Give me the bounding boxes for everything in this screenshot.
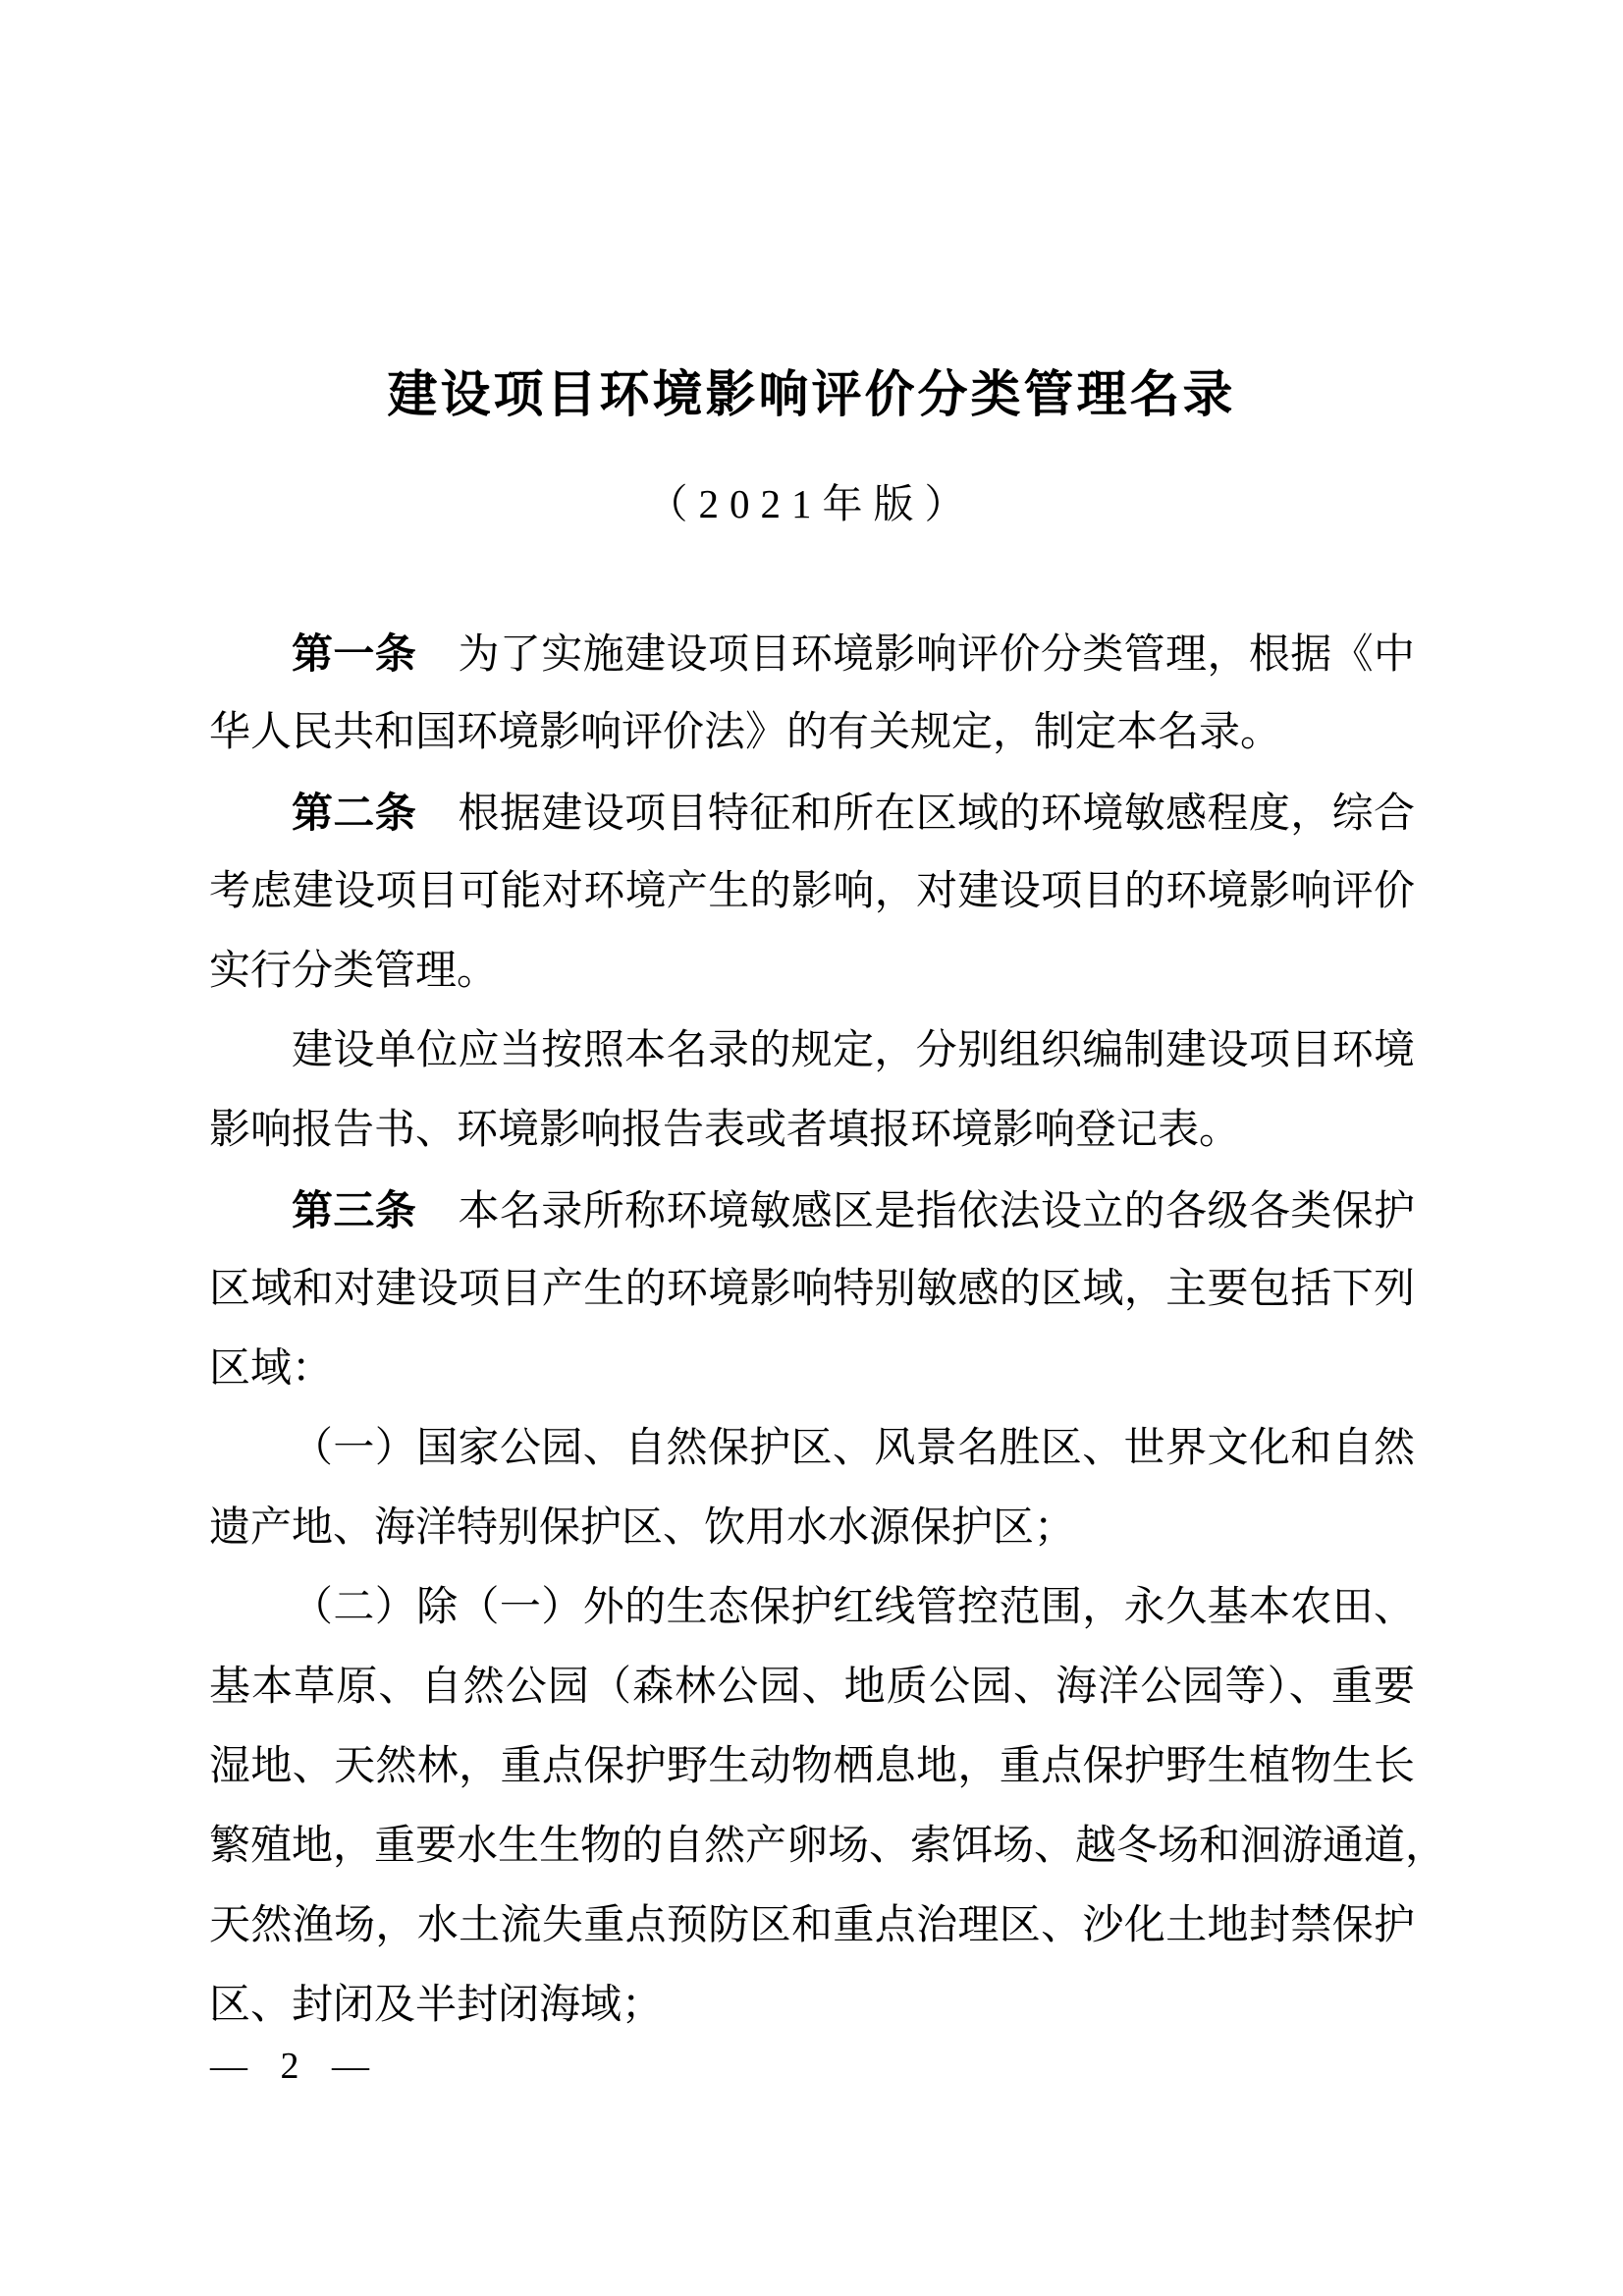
text-line [209,693,1415,773]
text-line [209,852,1415,932]
article-number: 第三条 [292,1187,417,1233]
article-number: 第一条 [292,630,417,677]
text-run: 建设单位应当按照本名录的规定，分别组织编制建设项目环境 [292,1028,1415,1073]
text-run: （一）国家公园、自然保护区、风景名胜区、世界文化和自然 [292,1426,1415,1471]
text-run: 湿地、天然林，重点保护野生动物栖息地，重点保护野生植物生长 [209,1744,1415,1789]
article-number: 第二条 [292,790,417,836]
text-line [209,1727,1415,1807]
text-run: 为了实施建设项目环境影响评价分类管理，根据《中 [416,632,1415,678]
text-line [209,1171,1415,1250]
text-run: 遗产地、海洋特别保护区、饮用水水源保护区； [209,1505,1076,1551]
document-title: 建设项目环境影响评价分类管理名录 [387,366,1236,422]
text-run: （二）除（一）外的生态保护红线管控范围，永久基本农田、 [292,1585,1415,1630]
document-body [209,614,1447,2046]
text-run: 区、封闭及半封闭海域； [209,1983,664,2028]
text-line [209,1966,1415,2046]
text-run: 影响报告书、环境影响报告表或者填报环境影响登记表。 [209,1108,1241,1153]
text-line [209,614,1415,693]
text-line [209,1568,1415,1648]
text-line [209,1648,1415,1727]
text-run: 实行分类管理。 [209,949,499,994]
text-run: 基本草原、自然公园（森林公园、地质公园、海洋公园等）、重要 [209,1665,1415,1710]
page-number: — 2 — [210,2046,381,2087]
text-run: 根据建设项目特征和所在区域的环境敏感程度，综合 [416,792,1415,837]
text-line [209,1091,1415,1171]
text-line [209,773,1415,852]
document-subtitle: （2021年版） [647,481,976,526]
text-line [209,1330,1415,1409]
text-line [209,1886,1415,1966]
text-run: 华人民共和国环境影响评价法》的有关规定，制定本名录。 [209,710,1282,755]
text-run: 繁殖地，重要水生生物的自然产卵场、索饵场、越冬场和洄游通道， [209,1824,1447,1869]
text-line [209,1250,1415,1330]
text-line [209,1807,1447,1886]
text-run: 考虑建设项目可能对环境产生的影响，对建设项目的环境影响评价 [209,869,1415,914]
text-run: 天然渔场，水土流失重点预防区和重点治理区、沙化土地封禁保护 [209,1903,1415,1948]
text-run: 区域和对建设项目产生的环境影响特别敏感的区域，主要包括下列 [209,1267,1415,1312]
text-run: 区域： [209,1346,334,1392]
text-line [209,1489,1415,1568]
text-line [209,932,1415,1011]
text-line [209,1409,1415,1489]
text-run: 本名录所称环境敏感区是指依法设立的各级各类保护 [416,1189,1415,1234]
text-line [209,1011,1415,1091]
